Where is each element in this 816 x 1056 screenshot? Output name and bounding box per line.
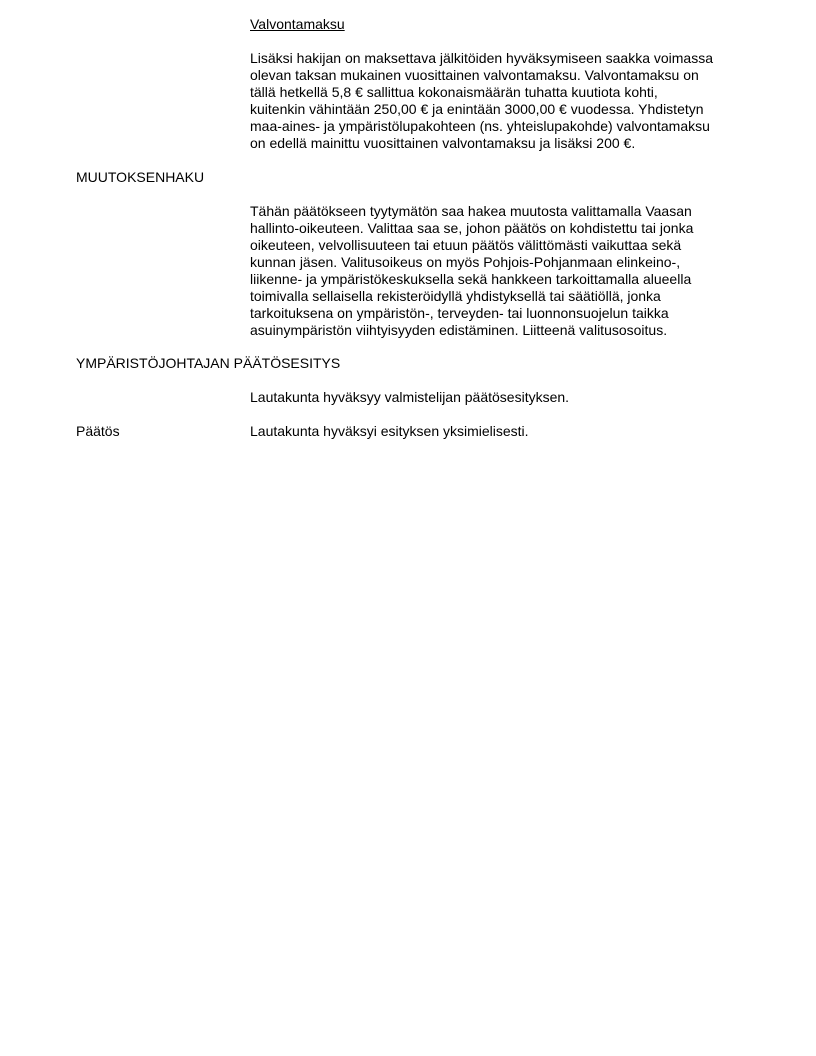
paragraph-line: on edellä mainittu vuosittainen valvontamaksu ja lisäksi 200 €.	[250, 135, 636, 151]
supervision-fee-heading: Valvontamaksu	[250, 16, 345, 32]
paragraph-line: kuitenkin vähintään 250,00 € ja enintään 3000,00 € vuodessa. Yhdistetyn	[250, 101, 704, 117]
paragraph-line: maa-aines- ja ympäristölupakohteen (ns. yhteislupakohde) valvontamaksu	[250, 118, 710, 134]
appeal-heading: MUUTOKSENHAKU	[76, 169, 205, 185]
paragraph-line: liikenne- ja ympäristökeskuksella sekä hankkeen tarkoittamalla alueella	[250, 271, 692, 287]
paragraph-line: asuinympäristön viihtyisyyden edistäminen. Liitteenä valitusosoitus.	[250, 322, 668, 338]
paragraph-line: Tähän päätökseen tyytymätön saa hakea muutosta valittamalla Vaasan	[250, 203, 692, 219]
decision-text: Lautakunta hyväksyi esityksen yksimielisesti.	[250, 423, 529, 439]
proposal-heading: YMPÄRISTÖJOHTAJAN PÄÄTÖSESITYS	[76, 355, 341, 371]
paragraph-line: hallinto-oikeuteen. Valittaa saa se, johon päätös on kohdistettu tai jonka	[250, 220, 694, 236]
appeal-paragraph	[250, 203, 750, 339]
supervision-fee-paragraph	[250, 50, 750, 152]
paragraph-line: tällä hetkellä 5,8 € sallittua kokonaismäärän tuhatta kuutiota kohti,	[250, 84, 658, 100]
paragraph-line: oikeuteen, velvollisuuteen tai etuun päätös välittömästi vaikuttaa sekä	[250, 237, 682, 253]
paragraph-line: tarkoituksena on ympäristön-, terveyden- tai luonnonsuojelun taikka	[250, 305, 669, 321]
paragraph-line: kunnan jäsen. Valitusoikeus on myös Pohjois-Pohjanmaan elinkeino-,	[250, 254, 681, 270]
decision-label: Päätös	[76, 423, 120, 439]
proposal-text: Lautakunta hyväksyy valmistelijan päätösesityksen.	[250, 389, 570, 405]
paragraph-line: olevan taksan mukainen vuosittainen valvontamaksu. Valvontamaksu on	[250, 67, 699, 83]
paragraph-line: Lisäksi hakijan on maksettava jälkitöiden hyväksymiseen saakka voimassa	[250, 50, 713, 66]
paragraph-line: toimivalla sellaisella rekisteröidyllä yhdistyksellä tai säätiöllä, jonka	[250, 288, 661, 304]
